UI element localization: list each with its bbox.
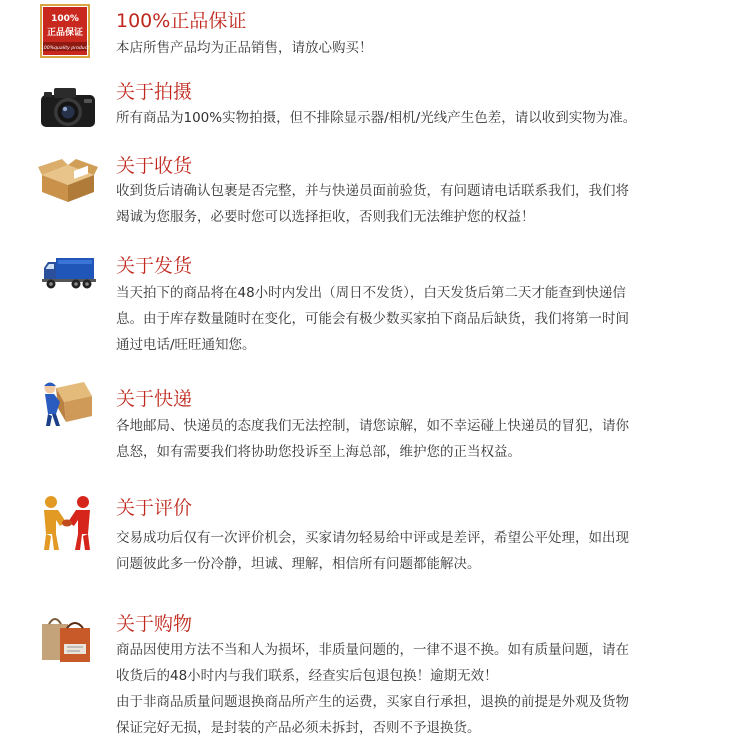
section-title: 关于购物: [116, 613, 193, 635]
body-line: 息。由于库存数量随时在变化，可能会有极少数买家拍下商品后缺货，我们将第一时间: [116, 311, 629, 327]
body-line: 由于非商品质量问题退换商品所产生的运费，买家自行承担，退换的前提是外观及货物: [116, 694, 629, 710]
body-line: 交易成功后仅有一次评价机会，买家请勿轻易给中评或是差评，希望公平处理，如出现: [116, 530, 629, 546]
badge-main-text: 正品保证: [46, 28, 84, 38]
badge-sub-text: 100%quality product: [40, 46, 90, 51]
section-title: 关于拍摄: [116, 81, 193, 103]
section-body: [116, 105, 696, 131]
body-line: 收货后的48小时内与我们联系，经查实后包退包换！逾期无效！: [116, 668, 498, 684]
body-line: 息怒，如有需要我们将协助您投诉至上海总部，维护您的正当权益。: [116, 444, 521, 460]
section-body: [116, 178, 696, 230]
section-title: 关于快递: [116, 388, 193, 410]
package-box-icon: [38, 155, 98, 205]
body-line: 竭诚为您服务，必要时您可以选择拒收，否则我们无法维护您的权益！: [116, 209, 535, 225]
section-body: [116, 280, 696, 358]
section-body: [116, 413, 696, 465]
body-line: 保证完好无损，是封装的产品必须未拆封，否则不予退换货。: [116, 720, 481, 736]
section-title: 100%正品保证: [116, 10, 247, 32]
section-title: 关于收货: [116, 155, 193, 177]
section-body: [116, 525, 696, 577]
section-title: 关于发货: [116, 255, 193, 277]
body-line: 各地邮局、快递员的态度我们无法控制，请您谅解，如不幸运碰上快递员的冒犯，请你: [116, 418, 629, 434]
camera-icon: [38, 83, 100, 131]
delivery-truck-icon: [42, 256, 96, 290]
badge-top-text: 100%: [51, 14, 79, 24]
body-line: 收到货后请确认包裹是否完整，并与快递员面前验货，有问题请电话联系我们，我们将: [116, 183, 629, 199]
quality-badge-icon: [40, 4, 90, 58]
courier-carrying-box-icon: [40, 378, 94, 428]
section-title: 关于评价: [116, 497, 193, 519]
body-line: 本店所售产品均为正品销售，请放心购买！: [116, 40, 373, 56]
body-line: 通过电话/旺旺通知您。: [116, 337, 256, 353]
body-line: 所有商品为100%实物拍摄，但不排除显示器/相机/光线产生色差，请以收到实物为准。: [116, 110, 637, 126]
section-body: [116, 637, 696, 741]
body-line: 当天拍下的商品将在48小时内发出（周日不发货），白天发货后第二天才能查到快递信: [116, 285, 626, 301]
handshake-icon: [40, 494, 94, 552]
section-body: [116, 35, 696, 61]
body-line: 商品因使用方法不当和人为损坏，非质量问题的，一律不退不换。如有质量问题，请在: [116, 642, 629, 658]
body-line: 问题彼此多一份冷静，坦诚、理解，相信所有问题都能解决。: [116, 556, 481, 572]
shopping-bags-icon: [40, 614, 94, 664]
